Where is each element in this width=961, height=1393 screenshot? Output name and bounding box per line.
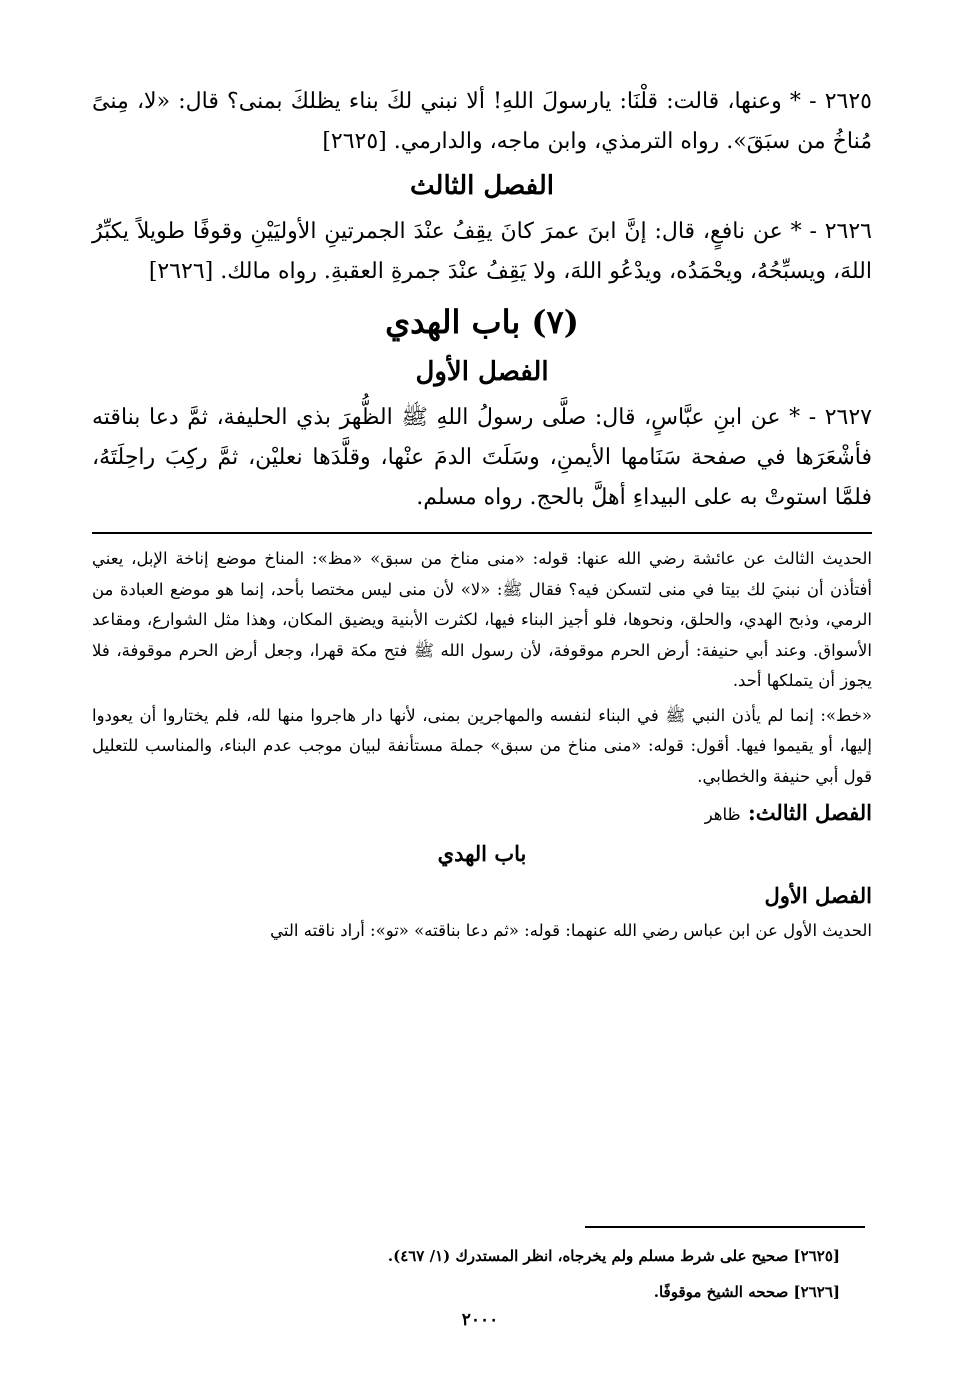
commentary-bab-heading: باب الهدي [437, 841, 527, 866]
third-section-note: ظاهر [704, 805, 741, 824]
section-heading-first: الفصل الأول [415, 357, 549, 387]
footnote-2626: [٢٦٢٦] صححه الشيخ موقوفًا. [653, 1283, 840, 1301]
commentary-paragraph-1: الحديث الثالث عن عائشة رضي الله عنها: قوله: «منى مناخ من سبق» «مظ»: المناخ موضع إناخة الإبل، يعني أفتأذن أن نبنيَ لك بيتا في منى لتسكن فيه؟ فقال ﷺ: «لا» لأن منى ليس مختصا بأحد، إنما هو موضع العبادة من الرمي، وذبح الهدي، والحلق، ونحوها، فلو أجيز البناء فيها، لكثرت الأبنية ويضيق المكان، وهذا مثل الشوارع، ومقاعد الأسواق. وعند أبي حنيفة: أرض الحرم موقوفة، لأن رسول الله ﷺ فتح مكة قهرا، وجعل أرض الحرم موقوفة، فلا يجوز أن يتملكها أحد. [92, 549, 872, 690]
commentary-third-section-heading [92, 796, 872, 832]
footnotes [300, 1238, 840, 1310]
bab-title: (٧) باب الهدي [385, 303, 579, 341]
page-number: ٢٠٠٠ [461, 1310, 499, 1330]
hadith-2625: ٢٦٢٥ - * وعنها، قالت: قلْنَا: يارسولَ اللهِ! ألا نبني لكَ بناء يظلكَ بمنى؟ قال: «لا، مِنىً مُناخُ من سبَقَ». رواه الترمذي، وابن ماجه، والدارمي. [٢٦٢٥] [92, 89, 872, 154]
hadith-2626: ٢٦٢٦ - * عن نافعٍ، قال: إنَّ ابنَ عمرَ كانَ يقِفُ عنْدَ الجمرتينِ الأوليَيْنِ وقوفًا طويلاً يكبِّرُ اللهَ، ويسبِّحُهُ، ويحْمَدُه، ويدْعُو اللهَ، ولا يَقِفُ عنْدَ جمرةِ العقبةِ. رواه مالك. [٢٦٢٦] [92, 219, 872, 284]
third-section-label: الفصل الثالث: [747, 800, 872, 825]
commentary-paragraph-2: «خط»: إنما لم يأذن النبي ﷺ في البناء لنفسه والمهاجرين بمنى، لأنها دار هاجروا منها لله، فلم يختاروا أن يعودوا إليها، أو يقيموا فيها. أقول: قوله: «منى مناخ من سبق» جملة مستأنفة لبيان موجب عدم البناء، والمناسب للتعليل قول أبي حنيفة والخطابي. [92, 705, 872, 786]
section-heading-third: الفصل الثالث [410, 171, 554, 201]
commentary-paragraph-3: الحديث الأول عن ابن عباس رضي الله عنهما: قوله: «ثم دعا بناقته» «تو»: أراد ناقته التي [270, 921, 872, 940]
footnote-separator [585, 1226, 865, 1228]
commentary-first-section-heading: الفصل الأول [764, 883, 872, 908]
footnote-2625: [٢٦٢٥] صحيح على شرط مسلم ولم يخرجاه، انظر المستدرك (١/ ٤٦٧). [387, 1247, 840, 1265]
page-body [92, 82, 872, 951]
commentary-divider [92, 532, 872, 534]
hadith-2627: ٢٦٢٧ - * عن ابنِ عبَّاسٍ، قال: صلَّى رسولُ اللهِ ﷺ الظُّهرَ بذي الحليفة، ثمَّ دعا بناقته فأشْعَرَها في صفحة سَنَامها الأيمنِ، وسَلَتَ الدمَ عنْها، وقلَّدَها نعليْن، ثمَّ ركِبَ راحِلَتَهُ، فلمَّا استوتْ به على البيداءِ أهلَّ بالحج. رواه مسلم. [92, 405, 872, 510]
